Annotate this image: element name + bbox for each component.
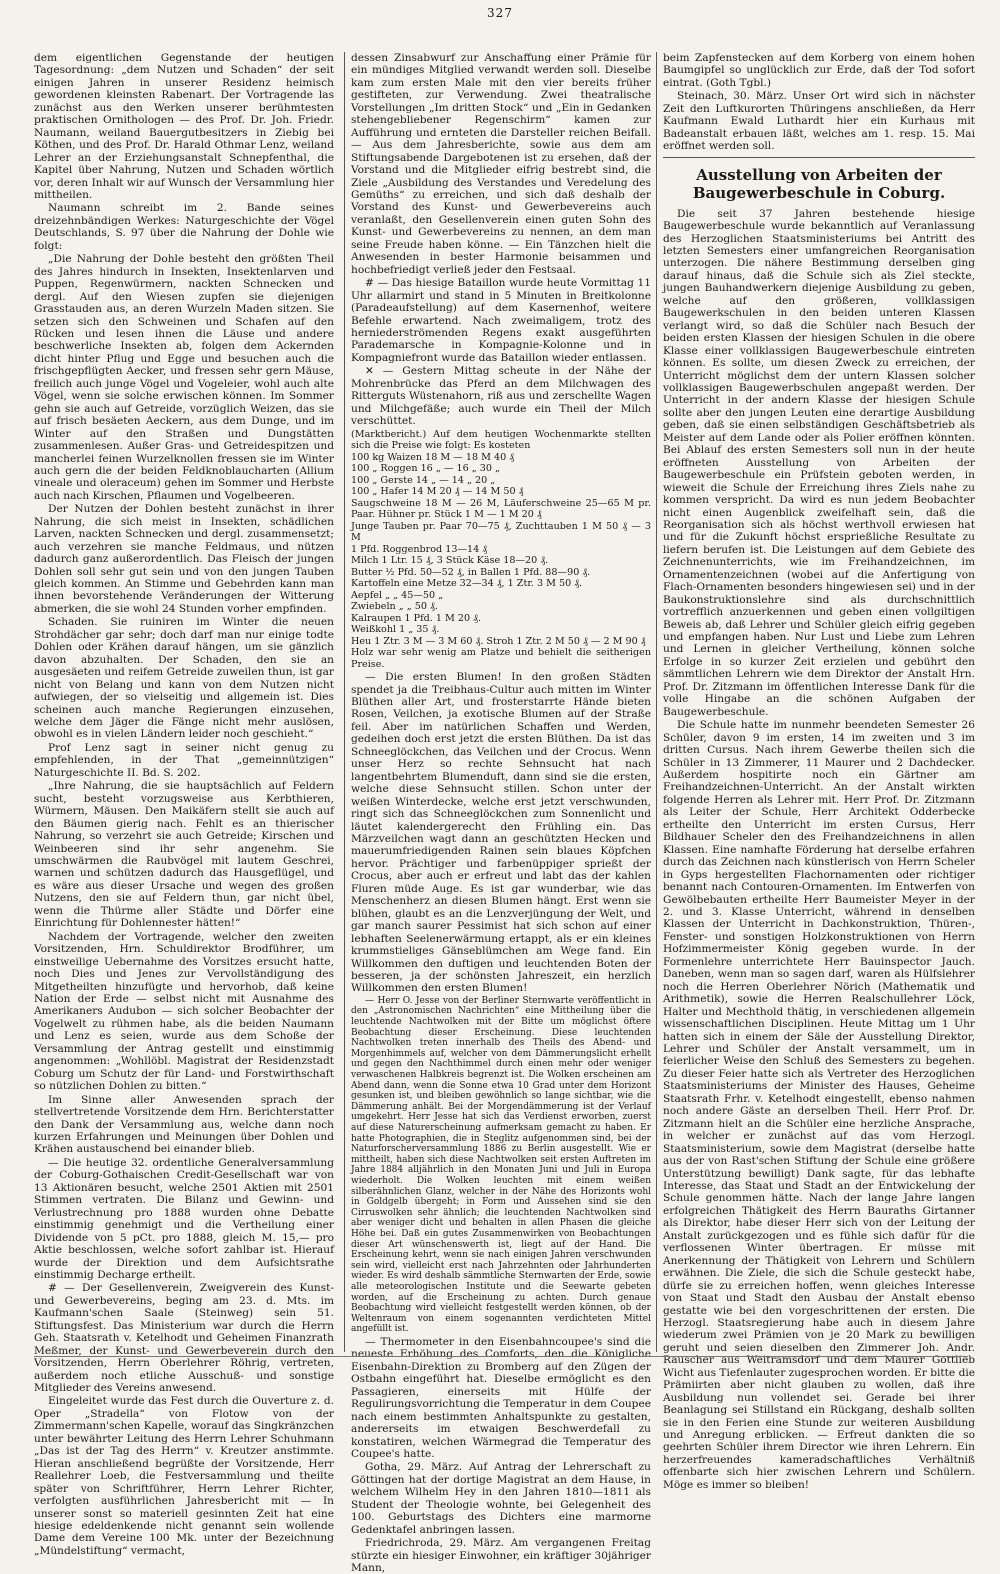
article-heading: Ausstellung von Arbeiten der Baugewerbeschule in Coburg. <box>692 165 946 202</box>
paragraph: dem eigentlichen Gegenstande der heutigen Tagesordnung: „dem Nutzen und Schaden“ der seit einigen Jahren in unserer Residenz heimisch gewordenen kleinsten Rabenart. Der Vortragende las zunächst aus den Werken unserer berühmtesten praktischen Ornithologen — des Prof. Dr. Joh. Friedr. Naumann, weiland Bauergutbesitzers in Ziebig bei Köthen, und des Prof. Dr. Harald Othmar Lenz, weiland Lehrer an der Erziehungsanstalt Schnepfenthal, die Kapitel über Nahrung, Nutzen und Schaden wörtlich vor, deren Inhalt wir auf Wunsch der Versammlung hier mittheilen. <box>34 52 334 201</box>
paragraph: Steinach, 30. März. Unser Ort wird sich in nächster Zeit den Luftkurorten Thüringens anschließen, da Herr Kaufmann Ewald Luthardt hier ein Kurhaus mit Badeanstalt erbauen läßt, welches am 1. resp. 15. Mai eröffnet werden soll. <box>663 90 975 153</box>
paragraph: Die seit 37 Jahren bestehende hiesige Baugewerbeschule wurde bekanntlich auf Veranlassung des Herzoglichen Staatsministeriums bei Antritt des letzten Semesters einer umfangreichen Reorganisation unterzogen. Die nähere Bestimmung derselben ging darauf hinaus, daß die Schule sich als Ziel steckte, jungen Bauhandwerkern diejenige Ausbildung zu geben, welche auf den größeren, vollklassigen Baugewerkschulen in den beiden unteren Klassen verlangt wird, so daß die Schüler nach Besuch der beiden ersten Klassen der hiesigen Schulen in die obere Klasse einer vollklassigen Baugewerbeschule eintreten können. Es sollte, um diesen Zweck zu erreichen, der Unterricht möglichst dem der untern Klassen solcher vollklassigen Baugewerbschulen angepaßt werden. Der Unterricht in der andern Klasse der hiesigen Schule sollte aber den jungen Leuten eine derartige Ausbildung geben, daß sie einen selbständigen Geschäftsbetrieb als Meister auf dem Lande oder als Polier eröffnen könnten. Bei Ablauf des ersten Semesters soll nun in der heute eröffneten Ausstellung von Arbeiten der Baugewerbeschule ein Prüfstein geboten werden, in wieweit die Schule der Erreichung ihres Ziels nahe zu kommen verspricht. Da wird es nun jedem Beobachter nicht einen Augenblick zweifelhaft sein, daß die Reorganisation sich als höchst werthvoll erwiesen hat und für die Zukunft höchst ersprießliche Resultate zu liefern berufen ist. Die Leistungen auf dem Gebiete des Zeichnenunterrichts, wie im Freihandzeichnen, im Ornamentenzeichnen (wobei auf die Anfertigung von Flach-Ornamenten besonders hingewiesen sei) und in der Baukonstruktionslehre sind als durchschnittlich vortrefflich anzuerkennen und geben einen vollgiltigen Beweis ab, daß Lehrer und Schüler gleich eifrig gegeben und empfangen haben. Nur Lust und Liebe zum Lehren und Lernen in gleicher Vertheilung, können solche Erfolge in so kurzer Zeit erzielen und gebührt den sämmtlichen Lehrern wie dem Direktor der Anstalt Hrn. Prof. Dr. Zitzmann im öffentlichen Interesse Dank für die volle Hingabe an die schönen Aufgaben der Baugewerbeschule. <box>663 207 975 718</box>
paragraph: — Die ersten Blumen! In den großen Städten spendet ja die Treibhaus-Cultur auch mitten im Winter Blüthen aller Art, und frosterstarrte Hände bieten Rosen, Veilchen, ja exotische Blumen auf der Straße feil. Aber im natürlichen Schaffen und Werden, gedeihen doch erst jetzt die ersten Blüthen. Da ist das Schneeglöckchen, das Veilchen und der Crocus. Wenn unser Herz so rechte Sehnsucht hat nach langentbehrtem Blumenduft, dann sind sie die ersten, welche diese Sehnsucht stillen. Schon unter der weißen Winterdecke, welche erst jetzt verschwunden, ringt sich das Schneeglöckchen zum Sonnenlicht und läutet kalendergerecht den Frühling ein. Das Märzveilchen wagt dann an geschützten Hecken und mauerumfriedigenden Rainen sein blaues Köpfchen hervor. Prächtiger und farbenüppiger sprießt der Crocus, aber auch er erfreut und labt das der kahlen Fluren müde Auge. Es ist gar wunderbar, wie das Menschenherz an diesen Blumen hängt. Erst wenn sie blühen, glaubt es an die Lenzverjüngung der Welt, und gar manch saurer Pessimist hat sich schon auf einer lebhaften Seelenerwärmung ertappt, als er ein kleines krummstieliges Gänseblümchen am Wege fand. Ein Willkommen den duftigen und leuchtenden Boten der besseren, ja der schönsten Jahreszeit, ein herzlich Willkommen den ersten Blumen! <box>351 671 651 995</box>
paragraph: Im Sinne aller Anwesenden sprach der stellvertretende Vorsitzende dem Hrn. Berichterstatter den Dank der Versammlung aus, welche dann noch kurzen Erfahrungen und Meinungen über Dohlen und Krähen austauschend bei einander blieb. <box>34 1093 334 1156</box>
page-number: 327 <box>487 6 513 20</box>
quote-paragraph: „Die Nahrung der Dohle besteht den größten Theil des Jahres hindurch in Insekten, Insektenlarven und Puppen, Regenwürmern, nackten Schnecken und dergl. Auf den Wiesen zupfen sie diejenigen Grasstauden aus, an deren Wurzeln Maden sitzen. Sie setzen sich den Schweinen und Schafen auf den Rücken und lesen ihnen die Läuse und andere beschwerliche Insekten ab, folgen dem Ackernden dicht hinter Pflug und Egge und besuchen auch die frischgepflügten Aecker, und fressen sehr gern Mäuse, freilich auch junge Vögel und Vogeleier, wohl auch alte Vögel, wenn sie solche erwischen können. Im Sommer gehn sie auch auf Getreide, vorzüglich Weizen, das sie auf frisch besäeten Aeckern, aus dem Dunge, und im Winter auf den Straßen und Dungstätten zusammenlesen. Außer Gras- und Getreidespitzen und mancherlei feinen Wurzelknollen fressen sie im Winter auch gern die der beiden Feldknoblaucharten (Allium vineale und oleraceum) gehen im Sommer und Herbste auch nach Kirschen, Pflaumen und Vogelbeeren. <box>34 253 334 502</box>
paragraph: Nachdem der Vortragende, welcher den zweiten Vorsitzenden, Hrn. Schuldirektor Brodführer, um einstweilige Uebernahme des Vorsitzes ersucht hatte, noch Dies und Jenes zur Vervollständigung des Mitgetheilten hinzufügte und hervorhob, daß keine Nation der Erde — selbst nicht mit Ausnahme des Amerikaners Audubon — sich solcher Beobachter der Vogelwelt zu rühmen habe, als die beiden Naumann und Lenz es seien, wurde aus dem Schoße der Versammlung der Antrag gestellt und einstimmig angenommen: „Wohllöbl. Magistrat der Residenzstadt Coburg um Schutz der für Land- und Forstwirthschaft so nützlichen Dohlen zu bitten.“ <box>34 930 334 1093</box>
paragraph: Prof Lenz sagt in seiner nicht genug zu empfehlenden, in der That „gemeinnützigen“ Naturgeschichte II. Bd. S. 202. <box>34 741 334 779</box>
paragraph: Eingeleitet wurde das Fest durch die Ouverture z. d. Oper „Stradella“ von Flotow von der Zimmermann'schen Kapelle, worauf das Singkränzchen unter bewährter Leitung des Herrn Lehrer Schuhmann „Das ist der Tag des Herrn“ v. Kreutzer anstimmte. Hieran anschließend begrüßte der Vorsitzende, Herr Reallehrer Loeb, die Festversammlung und theilte später von Schriftführer, Herrn Lehrer Richter, verfolgten ausführlichen Jahresbericht mit — In unserer sonst so materiell gesinnten Zeit hat eine hiesige edeldenkende nicht genannt sein wollende Dame dem Vereine 100 Mk. unter der Bezeichnung „Mündelstiftung“ vermacht, <box>34 1395 334 1557</box>
quote-paragraph: „Ihre Nahrung, die sie hauptsächlich auf Feldern sucht, besteht vorzugsweise aus Kerbthieren, Würmern, Mäusen. Den Maikäfern stellt sie auch auf den Bäumen gierig nach. Fehlt es an thierischer Nahrung, so verzehrt sie auch Getreide; Kirschen und Weinbeeren sind ihr sehr angenehm. Sie umschwärmen die Raubvögel mit lautem Geschrei, warnen und schützen dadurch das Hausgeflügel, und es wäre aus dieser Ursache und wegen des großen Nutzens, den sie auf Feldern thun, gar nicht übel, wenn die Thürme aller Städte und Dörfer eine Einrichtung für Dohlennester hätten!“ <box>34 780 334 930</box>
column-3 <box>656 52 976 1491</box>
paragraph: Gotha, 29. März. Auf Antrag der Lehrerschaft zu Göttingen hat der dortige Magistrat an dem Hause, in welchem Wilhelm Hey in den Jahren 1810—1811 als Student der Theologie wohnte, bei Gelegenheit des 100. Geburtstags des Dichters eine marmorne Gedenktafel anbringen lassen. <box>351 1461 651 1536</box>
bottom-rule <box>34 1356 968 1357</box>
small-print-paragraph: — Herr O. Jesse von der Berliner Sternwarte veröffentlicht in den „Astronomischen Nachrichten“ eine Mittheilung über die leuchtende Nachtwolken mit der Bitte um möglichst öftere Beobachtung dieser Erscheinung. Diese leuchtenden Nachtwolken treten innerhalb des Theils des Abend- und Morgenhimmels auf, welcher von dem Dämmerungslicht erhellt und gegen den Nachthimmel durch einen mehr oder weniger verwaschenen Halbkreis begrenzt ist. Die Wolken erscheinen am Abend dann, wenn die Sonne etwa 10 Grad unter dem Horizont gesunken ist, und bleiben gewöhnlich so lange sichtbar, wie die Dämmerung anhält. Bei der Morgendämmerung ist der Verlauf umgekehrt. Herr Jesse hat sich das Verdienst erworben, zuerst auf diese Naturerscheinung aufmerksam gemacht zu haben. Er hatte Photographien, die in Steglitz aufgenommen sind, bei der Naturforscherversammlung 1886 zu Berlin ausgestellt. Wie er mittheilt, haben sich diese Nachtwolken seit ersten Auftreten im Jahre 1884 alljährlich in den Monaten Juni und Juli in Europa wiederholt. Die Wolken leuchten mit einem weißen silberähnlichen Glanz, welcher in der Nähe des Horizonts wohl in Goldgelb übergeht; in Form und Aussehen sind sie den Cirruswolken sehr ähnlich; die leuchtenden Nachtwolken sind aber weniger dicht und behalten in allen Phasen die gleiche Höhe bei. Daß ein gutes Zusammenwirken von Beobachtungen dieser Art wünschenswerth ist, liegt auf der Hand. Die Erscheinung kehrt, wenn sie nach einigen Jahren verschwunden sein wird, vielleicht erst nach Jahrzehnten oder Jahrhunderten wieder. Es wird deshalb sämmtliche Sternwarten der Erde, sowie alle meteorologischen Institute und die Seewarte gebeten worden, auf die Erscheinung zu achten. Durch genaue Beobachtung wird vielleicht festgestellt werden können, ob der Weltenraum von einem sogenannten verdichteten Mittel angefüllt ist. <box>351 995 651 1335</box>
paragraph: beim Zapfenstecken auf dem Korberg von einem hohen Baumgipfel so unglücklich zur Erde, daß der Tod sofort eintrat. (Goth Tgbl.) <box>663 52 975 89</box>
column-1 <box>34 52 334 1557</box>
paragraph: Naumann schreibt im 2. Bande seines dreizehnbändigen Werkes: Naturgeschichte der Vögel Deutschlands, S. 97 über die Nahrung der Dohle wie folgt: <box>34 202 334 252</box>
paragraph: Friedrichroda, 29. März. Am vergangenen Freitag stürzte ein hiesiger Einwohner, ein kräftiger 30jähriger Mann, <box>351 1537 651 1574</box>
paragraph: Der Nutzen der Dohlen besteht zunächst in ihrer Nahrung, die sich meist in Insekten, schädlichen Larven, nackten Schnecken und dergl. zusammensetzt; auch verzehren sie manche Feldmaus, und nützen dadurch ganz außerordentlich. Das Fleisch der jungen Dohlen soll sehr gut sein und von den jungen Tauben gleich kommen. An Stimme und Gebehrden kann man ihnen bevorstehende Veränderungen der Witterung abmerken, die sie wohl 24 Stunden vorher empfinden. <box>34 503 334 615</box>
paragraph: dessen Zinsabwurf zur Anschaffung einer Prämie für ein mündiges Mitglied verwandt werden soll. Dieselbe kam zum ersten Male mit den vier bereits früher gestifteten, zur Verwendung. Zwei theatralische Vorstellungen „Im dritten Stock“ und „Ein in Gedanken stehengebliebener Regenschirm“ kamen zur Aufführung und ernteten die Darsteller reichen Beifall. — Aus dem Jahresberichte, sowie aus dem am Stiftungsabende Dargebotenen ist zu ersehen, daß der Vorstand und die Mitglieder eifrig bestrebt sind, die Ziele „Ausbildung des Verstandes und Veredelung des Gemüths“ zu erreichen, und sich daß deshalb der Vorstand des Kunst- und Gewerbevereins auch veranlaßt, den Gesellenverein einen guten Sohn des Kunst- und Gewerbevereins zu nennen, an dem man seine Freude haben könne. — Ein Tänzchen hielt die Anwesenden in bester Harmonie beisammen und hochbefriedigt verließ jeder den Festsaal. <box>351 52 651 276</box>
paragraph: # — Das hiesige Bataillon wurde heute Vormittag 11 Uhr allarmirt und stand in 5 Minuten in Breitkolonne (Paradeaufstellung) auf dem Kasernenhof, weitere Befehle erwartend. Nach zweimaligem, trotz des herniederströmenden Regens exakt ausgeführten Parademarsche in Kompagnie-Kolonne und in Kompagniefront wurde das Bataillon wieder entlassen. <box>351 277 651 364</box>
paragraph: — Die heutige 32. ordentliche Generalversammlung der Coburg-Gothaischen Credit-Gesellschaft war von 13 Aktionären besucht, welche 2501 Aktien mit 2501 Stimmen vertraten. Die Bilanz und Gewinn- und Verlustrechnung pro 1888 wurden ohne Debatte einstimmig genehmigt und die Vertheilung einer Dividende von 5 pCt. pro 1888, gleich M. 15,— pro Aktie beschlossen, welche sofort zahlbar ist. Hierauf wurde der Direktion und dem Aufsichtsrathe einstimmig Decharge ertheilt. <box>34 1156 334 1281</box>
paragraph: ✕ — Gestern Mittag scheute in der Nähe der Mohrenbrücke das Pferd an dem Milchwagen des Ritterguts Wüstenahorn, riß aus und zerschellte Wagen und Milchgefäße; auch wurde ein Theil der Milch verschüttet. <box>351 365 651 428</box>
paragraph: Die Schule hatte im nunmehr beendeten Semester 26 Schüler, davon 9 im ersten, 14 im zweiten und 3 im dritten Cursus. Nach ihrem Gewerbe theilen sich die Schüler in 13 Zimmerer, 11 Maurer und 2 Dachdecker. Außerdem hospitirte noch ein Gärtner am Freihandzeichnen-Unterricht. An der Anstalt wirkten folgende Herren als Lehrer mit. Herr Prof. Dr. Zitzmann als Leiter der Schule, Herr Architekt Odderbecke ertheilte den Unterricht im ersten Cursus, Herr Bildhauer Scheler den des Freihandzeichnens in allen Klassen. Eine namhafte Förderung hat derselbe erfahren durch das Zeichnen nach künstlerisch von Herrn Scheler in Gyps hergestellten Flachornamenten oder richtiger benannt nach Contouren-Ornamenten. Im Entwerfen von Gewölbebauten ertheilte Herr Baumeister Meyer in der 2. und 3. Klasse Unterricht, während in denselben Klassen der Unterricht in Dachkonstruktion, Thüren-, Fenster- und sonstigen Holzkonstruktionen von Herrn Hofzimmermeister König gegeben wurde. In der Formenlehre unterrichtete Herr Bauinspector Jauch. Daneben, wenn man so sagen darf, waren als Hülfslehrer noch die Herren Oberlehrer Nörich (Mathematik und Arithmetik), sowie die Herren Realschullehrer Löck, Halter und Mechthold thätig, in verschiedenen allgemein wissenschaftlichen Disciplinen. Heute Mittag um 1 Uhr hatten sich in einem der Säle der Ausstellung Direktor, Lehrer und Schüler der Anstalt versammelt, um in feierlicher Weise den Schluß des Semesters zu begehen. Zu dieser Feier hatte sich als Vertreter des Herzoglichen Staatsministeriums der Minister des Hauses, Geheime Staatsrath Frhr. v. Ketelhodt eingestellt, ebenso nahmen noch andere Gäste an derselben Theil. Herr Prof. Dr. Zitzmann hielt an die Schüler eine herzliche Ansprache, in welcher er zunächst auf das vom Herzogl. Staatsministerium, sowie dem Magistrat (derselbe hatte aus der von Rast'schen Stiftung der Schule eine größere Unterstützung bewilligt) Dank sagte, für das lebhafte Interesse, das Staat und Stadt an der Entwickelung der Schule genommen hätte. Nach der lange Jahre langen erfolgreichen Thätigkeit des Herrn Bauraths Girtanner als Direktor, habe dieser Herr sich von der Leitung der Anstalt zurückgezogen und es fühle sich dafür für die verflossenen Winter übertragen. Er müsse mit Anerkennung der Thätigkeit von Lehrern und Schülern erwähnen. Die Ziele, die sich die Schule gesteckt habe, dürfe sie zu erreichen hoffen, wenn gleiches Interesse von Staat und Stadt den Ausbau der Anstalt ebenso gestatte wie bei den vorgeschrittenen der ersten. Die Herzogl. Staatsregierung habe auch in diesem Jahre wiederum zwei Prämien von je 20 Mark zu bewilligen geruht und seien dieselben den Zimmerer Joh. Andr. Rauscher aus Weitramsdorf und dem Maurer Gottlieb Wicht aus Tiefenlauter zugesprochen worden. Er bitte die Prämiirten aber nicht glauben zu wollen, daß ihre Ausbildung nun vollendet sei. Gerade bei ihrer Beanlagung sei Stillstand ein Rückgang, deshalb sollten sie in den Ferien eine Stunde zur weiteren Ausbildung und Anregung erblicken. — Erfreut dankten die so geehrten Schüler ihrem Director wie ihren Lehrern. Ein herzerfreuendes kameradschaftliches Verhältniß offenbarte sich hier zwischen Lehrern und Schülern. Möge es immer so bleiben! <box>663 719 976 1491</box>
paragraph: # — Der Gesellenverein, Zweigverein des Kunst- und Gewerbevereins, beging am 23. d. Mts. im Kaufmann'schen Saale (Steinweg) sein 51. Stiftungsfest. Das Ministerium war durch die Herrn Geh. Staatsrath v. Ketelhodt und Geheimen Finanzrath Meßmer, der Kunst- und Gewerbeverein durch den Vorsitzenden, Herrn Oberlehrer Röhrig, vertreten, außerdem noch etliche Ausschuß- und sonstige Mitglieder des Vereins anwesend. <box>34 1282 334 1395</box>
column-2 <box>344 52 651 1574</box>
divider <box>663 157 975 158</box>
market-report: (Marktbericht.) Auf dem heutigen Wochenmarkte stellten sich die Preise wie folgt: Es kosteten 100 kg Waizen 18 M — 18 M 40 ₰ 100 „ Roggen 16 „ — 16 „ 30 „ 100 „ Gerste 14 „ — 14 „ 20 „ 100 „ Hafer 14 M 20 ₰ — 14 M 50 ₰ Saugschweine 18 M — 26 M, Läuferschweine 25—65 M pr. Paar. Hühner pr. Stück 1 M — 1 M 20 ₰ Junge Tauben pr. Paar 70—75 ₰, Zuchttauben 1 M 50 ₰ — 3 M 1 Pfd. Roggenbrod 13—14 ₰ Milch 1 Ltr. 15 ₰, 3 Stück Käse 18—20 ₰. Butter ½ Pfd. 50—52 ₰, in Ballen 1 Pfd. 88—90 ₰. Kartoffeln eine Metze 32—34 ₰, 1 Ztr. 3 M 50 ₰. Aepfel „ „ 45—50 „ Zwiebeln „ „ 50 ₰. Kalraupen 1 Pfd. 1 M 20 ₰. Weißkohl 1 „ 35 ₰. Heu 1 Ztr. 3 M — 3 M 60 ₰. Stroh 1 Ztr. 2 M 50 ₰ — 2 M 90 ₰ Holz war sehr wenig am Platze und behielt die seitherigen Preise. <box>351 428 651 670</box>
paragraph: — Thermometer in den Eisenbahncoupee's sind die neueste Erhöhung des Comforts, den die Königliche Eisenbahn-Direktion zu Bromberg auf den Zügen der Ostbahn eingeführt hat. Dieselbe ermöglicht es den Passagieren, einerseits mit Hülfe der Regulirungsvorrichtung die Temperatur in dem Coupee nach einem bestimmten Anhaltspunkte zu gestalten, andererseits im etwaigen Beschwerdefall zu konstatiren, welchen Wärmegrad die Temperatur des Coupee's hatte. <box>351 1335 651 1460</box>
paragraph: Schaden. Sie ruiniren im Winter die neuen Strohdächer gar sehr; doch darf man nur einige todte Dohlen oder Krähen darauf hängen, um sie gänzlich davon abzuhalten. Der Schaden, den sie an ausgesäeten und reifem Getreide zuweilen thun, ist gar nicht von Belang und kann von dem Nutzen nicht aufwiegen, der so vielseitig und allgemein ist. Dies scheinen auch manche Regierungen einzusehen, welche dem Jäger die Fänge nicht mehr auslösen, obwohl es in vielen Ländern leider noch geschieht.“ <box>34 616 334 741</box>
